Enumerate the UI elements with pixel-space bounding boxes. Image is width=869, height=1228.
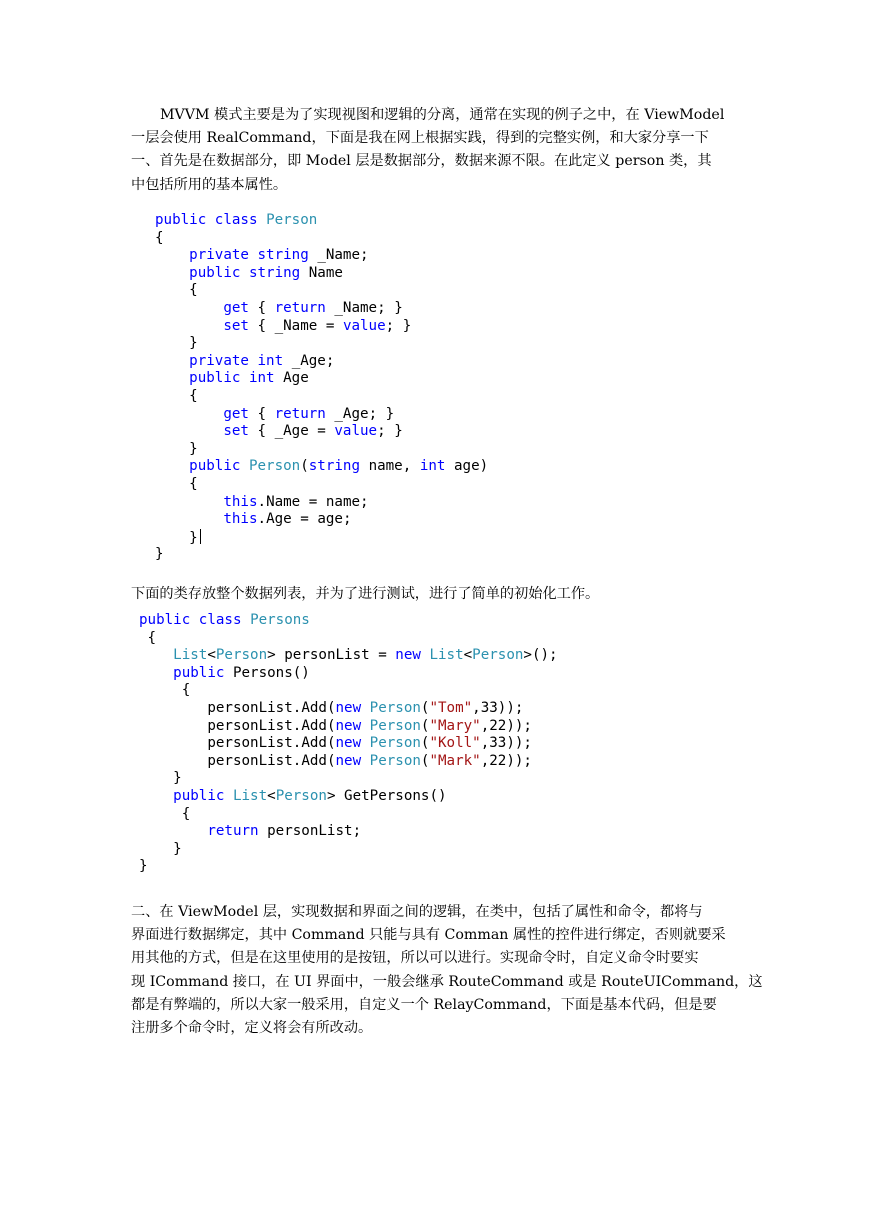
code-line: } <box>139 840 182 857</box>
code-line: set { _Age = value; } <box>223 423 403 440</box>
code-line: get { return _Age; } <box>223 405 395 422</box>
code-line: private int _Age; <box>189 352 335 369</box>
code-line: get { return _Name; } <box>223 299 403 316</box>
code-line: return personList; <box>207 823 362 840</box>
code-line: public List<Person> GetPersons() <box>173 787 447 804</box>
code-line: public class Persons <box>139 612 310 628</box>
code-line: personList.Add(new Person("Tom",33)); <box>207 699 524 716</box>
persons-caption <box>131 583 738 606</box>
code-line: public class Person <box>155 212 318 228</box>
viewmodel-paragraph <box>131 901 763 1040</box>
persons-class-code <box>139 612 558 876</box>
code-line: { <box>155 229 164 246</box>
code-line: List<Person> personList = new List<Person>(); <box>173 647 558 664</box>
code-line: } <box>139 770 182 787</box>
code-line: { <box>155 282 198 299</box>
viewmodel-line: 界面进行数据绑定，其中 Command 只能与具有 Comman 属性的控件进行绑定，否则就要采 <box>131 927 726 944</box>
viewmodel-line: 用其他的方式，但是在这里使用的是按钮，所以可以进行。实现命令时，自定义命令时要实 <box>131 950 699 967</box>
code-line: private string _Name; <box>189 247 369 264</box>
viewmodel-line: 现 ICommand 接口，在 UI 界面中，一般会继承 RouteCommand 或是 RouteUICommand，这 <box>131 973 763 990</box>
code-line: personList.Add(new Person("Koll",33)); <box>207 735 532 752</box>
text-cursor <box>200 529 201 544</box>
intro-line: 中包括所用的基本属性。 <box>131 176 288 193</box>
code-line: { <box>155 387 198 404</box>
code-line: { <box>139 805 191 822</box>
code-line: } <box>139 858 148 875</box>
code-line: { <box>139 629 157 646</box>
code-line: this.Age = age; <box>223 511 352 528</box>
code-line: } <box>155 529 488 547</box>
code-line: public int Age <box>189 370 309 387</box>
intro-paragraph <box>131 104 738 197</box>
code-line: { <box>139 682 191 699</box>
code-line: } <box>155 440 198 457</box>
code-line: personList.Add(new Person("Mark",22)); <box>207 752 532 769</box>
code-line: public Person(string name, int age) <box>189 458 489 475</box>
code-line: public Persons() <box>173 664 310 681</box>
code-line: } <box>155 546 164 563</box>
code-line: public string Name <box>189 264 343 281</box>
code-line: { <box>155 475 198 492</box>
viewmodel-line: 都是有弊端的，所以大家一般采用，自定义一个 RelayCommand，下面是基本代码，但是要 <box>131 996 717 1013</box>
persons-caption-line: 下面的类存放整个数据列表，并为了进行测试，进行了简单的初始化工作。 <box>131 586 600 602</box>
viewmodel-line: 注册多个命令时，定义将会有所改动。 <box>131 1020 373 1037</box>
code-line: } <box>155 335 198 352</box>
viewmodel-line: 二、在 ViewModel 层，实现数据和界面之间的逻辑，在类中，包括了属性和命令，都将与 <box>131 904 703 920</box>
code-line: personList.Add(new Person("Mary",22)); <box>207 717 532 734</box>
intro-line: MVVM 模式主要是为了实现视图和逻辑的分离，通常在实现的例子之中，在 ViewModel <box>160 107 725 123</box>
intro-line: 一、首先是在数据部分，即 Model 层是数据部分，数据来源不限。在此定义 person 类，其 <box>131 153 712 170</box>
intro-line: 一层会使用 RealCommand，下面是我在网上根据实践，得到的完整实例，和大家分享一下 <box>131 130 709 147</box>
person-class-code <box>155 212 488 564</box>
code-line: set { _Name = value; } <box>223 317 412 334</box>
code-line: this.Name = name; <box>223 493 369 510</box>
